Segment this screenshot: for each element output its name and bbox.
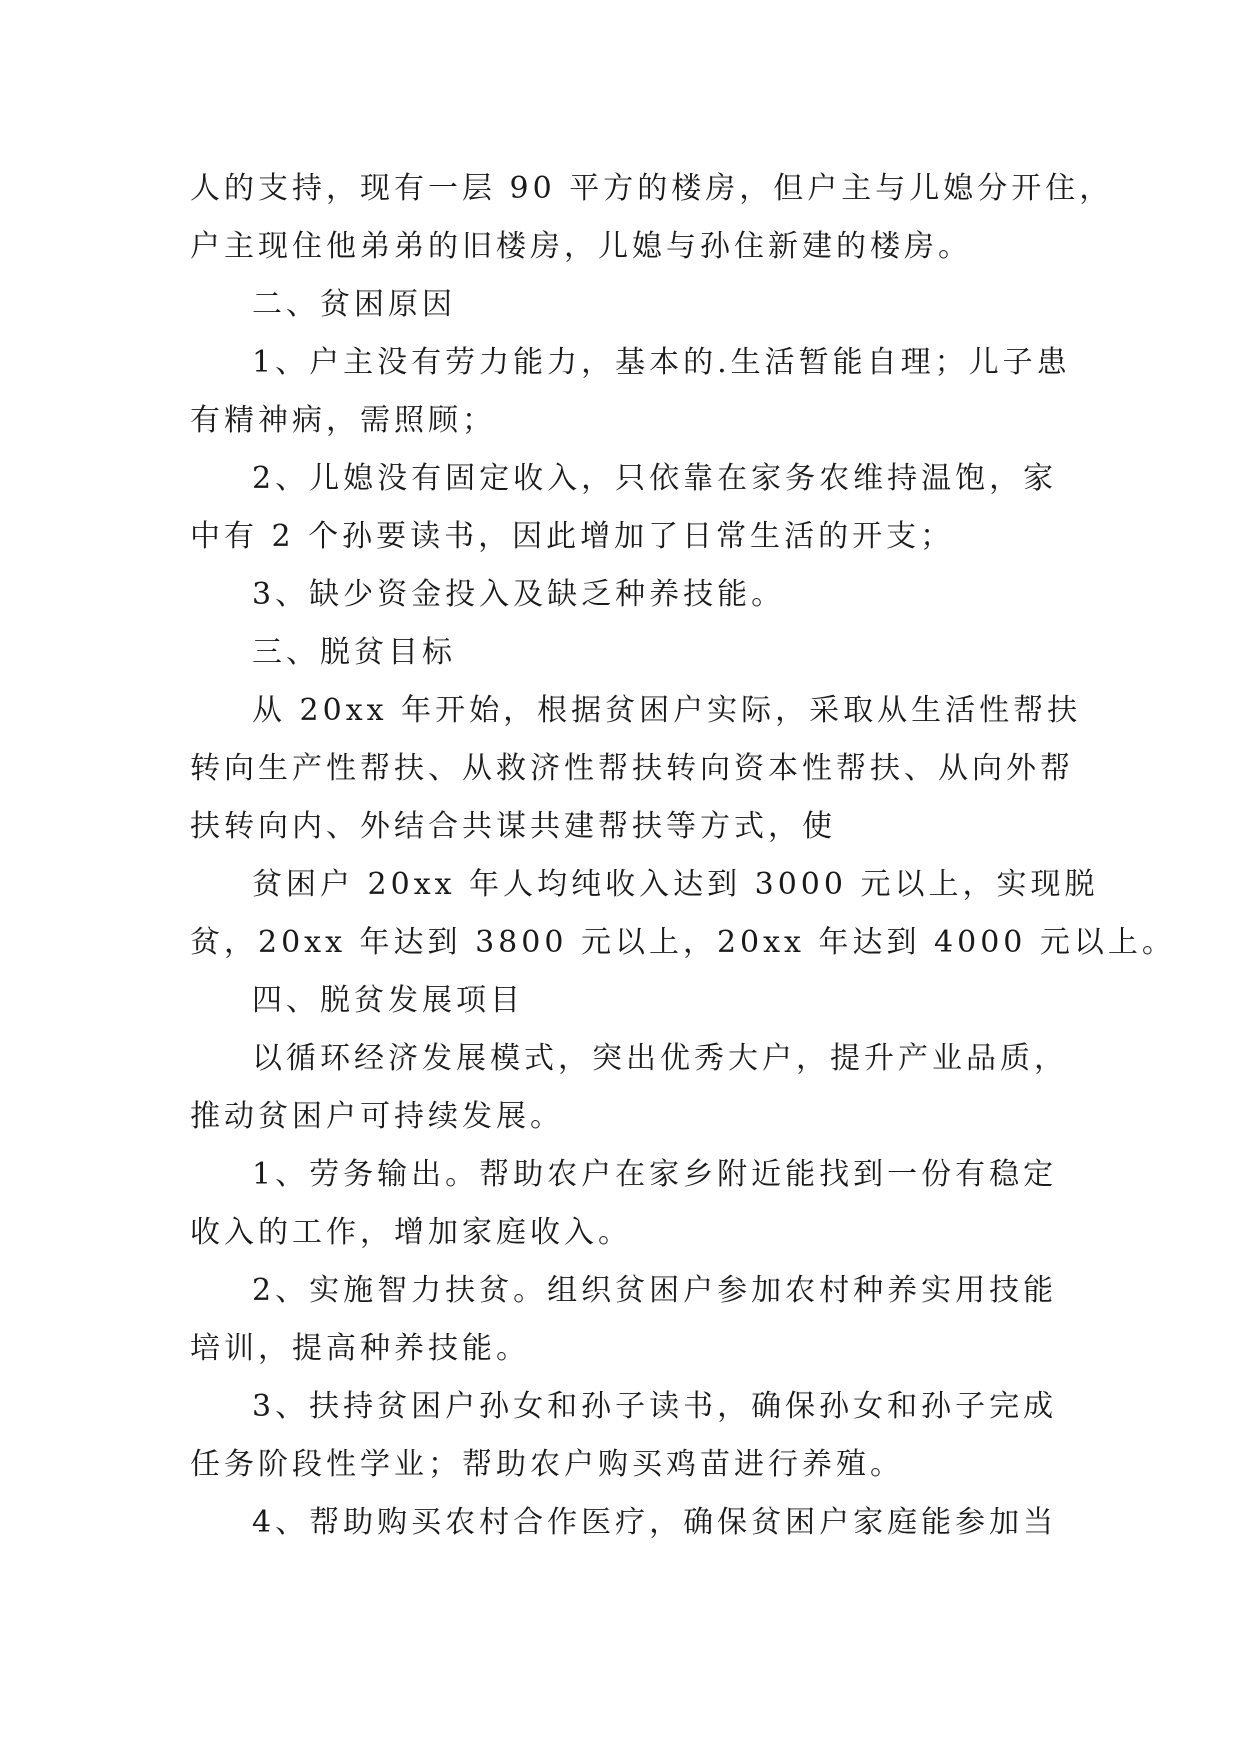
text-line: 1、劳务输出。帮助农户在家乡附近能找到一份有稳定 [252,1157,1058,1192]
text-line: 从 20xx 年开始，根据贫困户实际，采取从生活性帮扶 [252,693,1082,728]
text-line: 1、户主没有劳力能力，基本的.生活暂能自理；儿子患 [252,345,1071,380]
text-line: 3、缺少资金投入及缺乏种养技能。 [252,577,786,612]
text-line: 培训，提高种养技能。 [190,1331,530,1366]
text-line: 3、扶持贫困户孙女和孙子读书，确保孙女和孙子完成 [252,1389,1058,1424]
text-line: 人的支持，现有一层 90 平方的楼房，但户主与儿媳分开住， [190,171,1114,206]
text-line: 2、实施智力扶贫。组织贫困户参加农村种养实用技能 [252,1273,1058,1308]
text-line: 以循环经济发展模式，突出优秀大户，提升产业品质， [252,1041,1068,1076]
text-line: 扶转向内、外结合共谋共建帮扶等方式，使 [190,809,836,844]
text-line: 中有 2 个孙要读书，因此增加了日常生活的开支； [190,519,955,554]
document-body [190,160,1176,1552]
text-line: 转向生产性帮扶、从救济性帮扶转向资本性帮扶、从向外帮 [190,751,1074,786]
text-line: 贫，20xx 年达到 3800 元以上，20xx 年达到 4000 元以上。 [190,925,1176,960]
text-line: 2、儿媳没有固定收入，只依靠在家务农维持温饱，家 [252,461,1058,496]
section-heading: 二、贫困原因 [252,287,456,322]
section-heading: 三、脱贫目标 [252,635,456,670]
text-line: 收入的工作，增加家庭收入。 [190,1215,632,1250]
text-line: 有精神病，需照顾； [190,403,496,438]
text-line: 推动贫困户可持续发展。 [190,1099,564,1134]
text-line: 4、帮助购买农村合作医疗，确保贫困户家庭能参加当 [252,1505,1058,1540]
text-line: 贫困户 20xx 年人均纯收入达到 3000 元以上，实现脱 [252,867,1099,902]
section-heading: 四、脱贫发展项目 [252,983,524,1018]
text-line: 任务阶段性学业；帮助农户购买鸡苗进行养殖。 [190,1447,904,1482]
text-line: 户主现住他弟弟的旧楼房，儿媳与孙住新建的楼房。 [190,229,972,264]
